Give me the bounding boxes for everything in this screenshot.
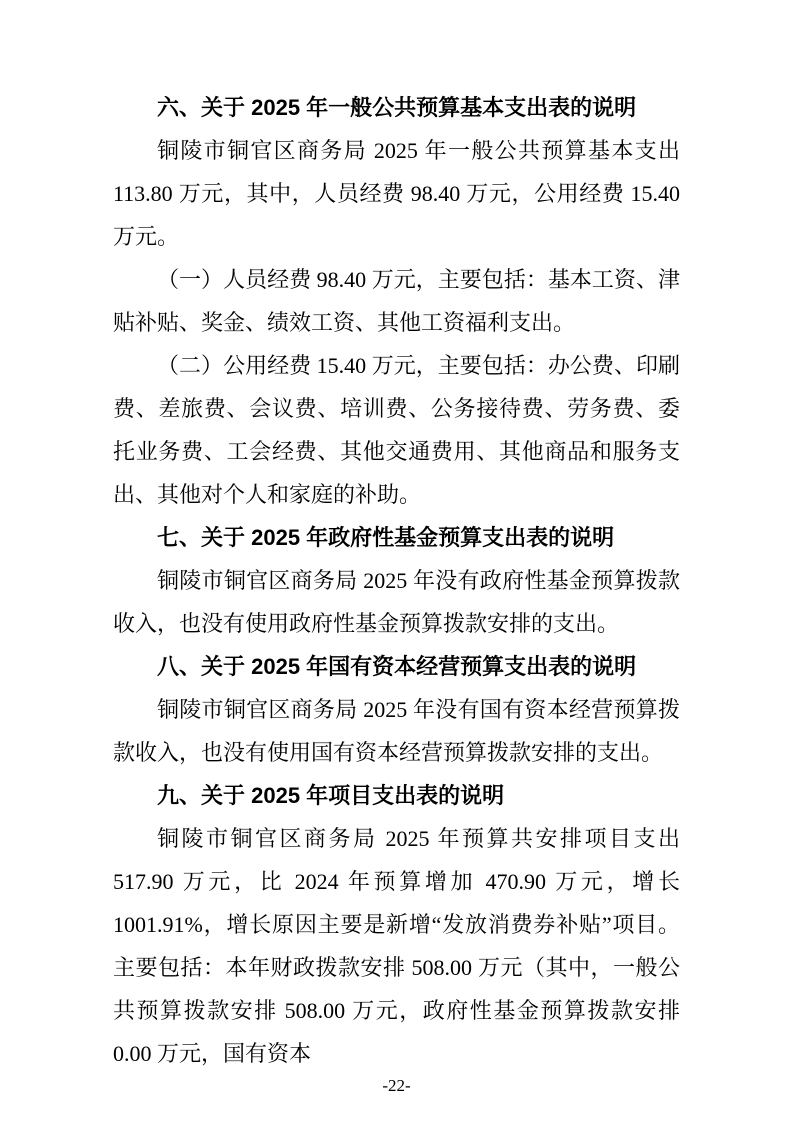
paragraph: 铜陵市铜官区商务局 2025 年预算共安排项目支出 517.90 万元，比 2024 年预算增加 470.90 万元，增长 1001.91%，增长原因主要是新增“发放消费券补贴”项目。主要包括：本年财政拨款安排 508.00 万元（其中，一般公共预算拨款安排 508.00 万元，政府性基金预算拨款安排 0.00 万元，国有资本 <box>113 826 680 1066</box>
paragraph: 铜陵市铜官区商务局 2025 年没有国有资本经营预算拨款收入，也没有使用国有资本经营预算拨款安排的支出。 <box>113 697 680 765</box>
paragraph: 铜陵市铜官区商务局 2025 年没有政府性基金预算拨款收入，也没有使用政府性基金预算拨款安排的支出。 <box>113 568 680 636</box>
document-body <box>113 86 680 1075</box>
paragraph: （二）公用经费 15.40 万元，主要包括：办公费、印刷费、差旅费、会议费、培训费、公务接待费、劳务费、委托业务费、工会经费、其他交通费用、其他商品和服务支出、其他对个人和家庭的补助。 <box>113 353 680 507</box>
paragraph: 铜陵市铜官区商务局 2025 年一般公共预算基本支出 113.80 万元，其中，人员经费 98.40 万元，公用经费 15.40 万元。 <box>113 138 680 249</box>
section-heading-8: 八、关于 2025 年国有资本经营预算支出表的说明 <box>157 654 637 679</box>
paragraph: （一）人员经费 98.40 万元，主要包括：基本工资、津贴补贴、奖金、绩效工资、其他工资福利支出。 <box>113 267 680 335</box>
section-heading-6: 六、关于 2025 年一般公共预算基本支出表的说明 <box>157 95 637 120</box>
section-heading-9: 九、关于 2025 年项目支出表的说明 <box>157 783 505 808</box>
section-heading-7: 七、关于 2025 年政府性基金预算支出表的说明 <box>157 525 615 550</box>
page-number: -22- <box>382 1076 411 1095</box>
